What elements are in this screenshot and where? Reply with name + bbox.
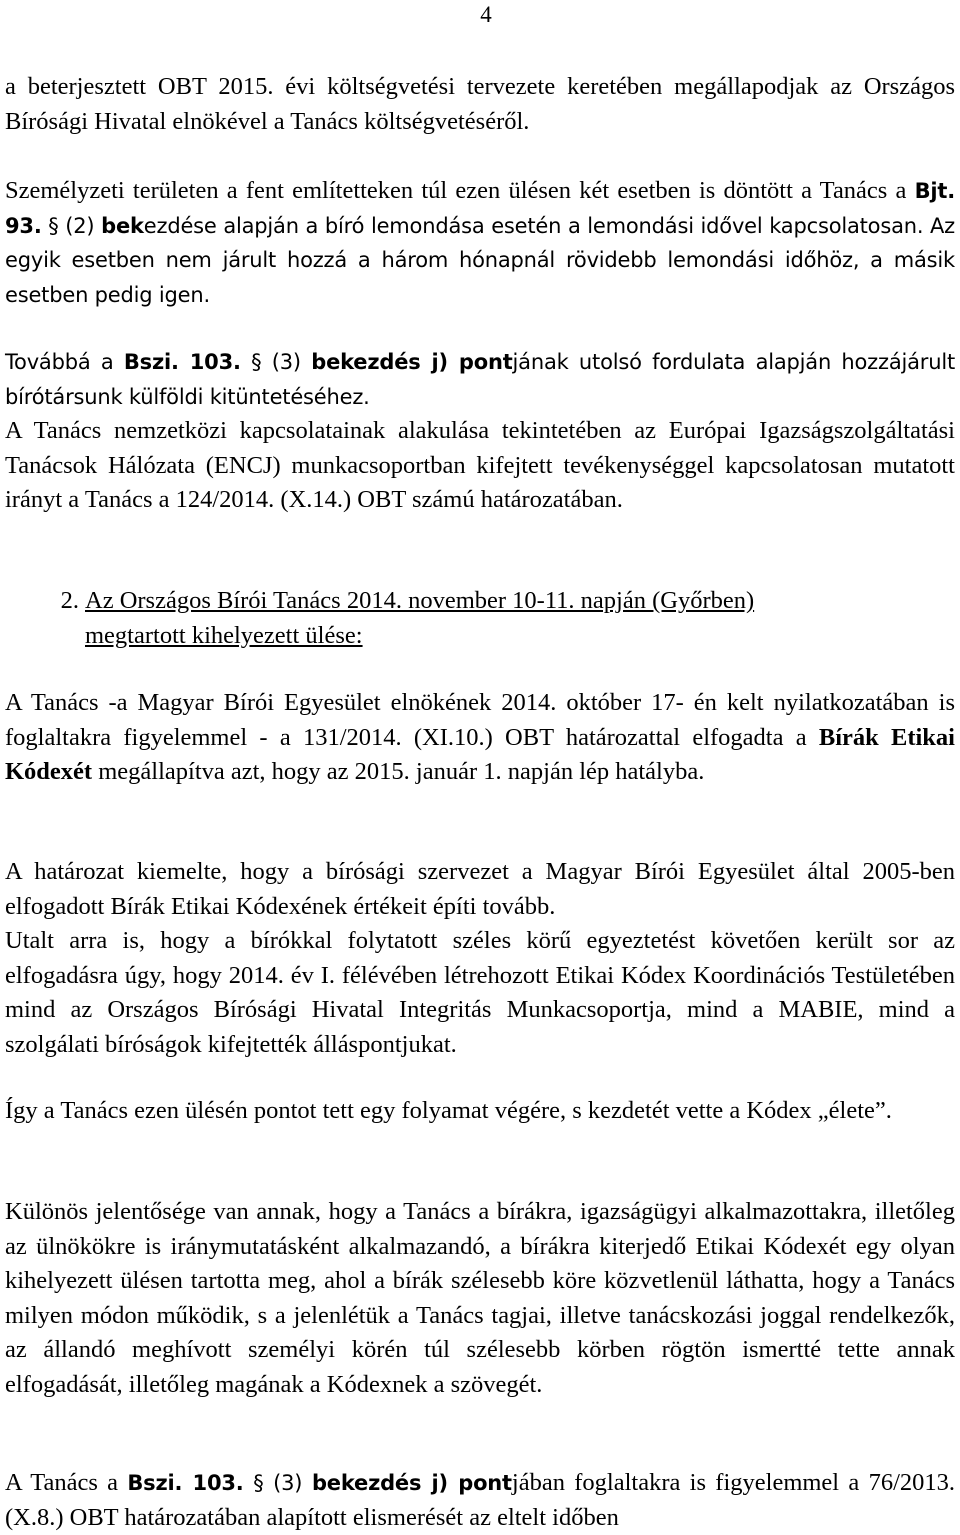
paragraph-text: A Tanács nemzetközi kapcsolatainak alakulása tekintetében az Európai Igazságszolgáltatási Tanácsok Hálózata (ENCJ) munkacsoportban kifejtett tevékenységgel kapcsolatosan mutatott irányt a Tanács a 124/2014. (X.14.) OBT számú határozatában. [5,417,955,513]
text-run: A Tanács -a Magyar Bírói Egyesület elnökének 2014. október 17- én kelt nyilatkozatában is foglaltakra figyelemmel - a 131/2014. (XI.10.) OBT határozattal elfogadta a [5,689,955,751]
heading-number: 2. [60,587,79,614]
text-run-bold: Bírák Etikai Kódexét [5,723,955,785]
paragraph-resolution [5,855,955,924]
text-run: jában foglaltakra is figyelemmel a 76/2013. (X.8.) OBT határozatában alapított elismerését az eltelt időben [5,1469,956,1531]
page-number: 4 [480,2,492,27]
text-run: ezdése alapján a bíró lemondása esetén a lemondási idővel kapcsolatosan. Az egyik esetben nem járult hozzá a három hónapnál rövidebb lemondási időhöz, a másik esetben pedig igen. [5,213,955,307]
paragraph-ethics-code [5,686,955,790]
text-run: megállapítva azt, hogy az 2015. január 1. napján lép hatályba. [92,758,705,785]
paragraph-text: Így a Tanács ezen ülésén pontot tett egy folyamat végére, s kezdetét vette a Kódex „élete”. [5,1097,892,1124]
paragraph-international [5,414,955,518]
paragraph-text: Utalt arra is, hogy a bírókkal folytatott széles körű egyeztetést követően került sor az elfogadásra úgy, hogy 2014. év I. félévében létrehozott Etikai Kódex Koordinációs Testületében mind az Országos Bírósági Hivatal Integritás Munkacsoportja, mind a MABIE, mind a szolgálati bíróságok kifejtették álláspontjukat. [5,927,955,1058]
text-run-bold: bekezdés j) pont [311,1471,512,1495]
section-heading [5,584,955,653]
paragraph-consultation [5,924,955,1062]
text-run: jának utolsó fordulata alapján hozzájárult bírótársunk külföldi kitüntetéséhez. [5,350,956,409]
paragraph-recognition [5,1466,955,1535]
paragraph-budget [5,70,955,139]
law-reference: Bszi. 103. [123,350,241,374]
text-run: Továbbá a [5,350,124,374]
paragraph-text: Különös jelentősége van annak, hogy a Tanács a bírákra, igazságügyi alkalmazottakra, illetőleg az ülnökökre is iránymutatásként alkalmazandó, a bírákra kiterjedő Etikai Kódexét egy olyan kihelyezett ülésen tartotta meg, ahol a bírák szélesebb köre közvetlenül láthatta, hogy a Tanács milyen módon működik, s a jelenlétük a Tanács tagjai, illetve tanácskozási joggal rendelkezők, az állandó meghívott személyi körén túl szélesebb körben rögtön ismertté tette annak elfogadását, illetőleg magának a Kódexnek a szövegét. [5,1198,955,1398]
paragraph-significance [5,1195,955,1402]
section-sign: § (3) [243,1471,312,1495]
paragraph-award [5,345,955,414]
section-sign: § (2) [41,213,102,238]
paragraph-personnel [5,174,955,312]
paragraph-process-end [5,1094,955,1129]
law-reference: Bszi. 103. [127,1471,244,1495]
law-reference: Bjt. 93. [5,179,955,238]
text-run-bold: bek [101,213,144,238]
text-run: Személyzeti területen a fent említetteken túl ezen ülésen két esetben is döntött a Tanács a [5,177,915,204]
section-sign: § (3) [240,350,312,374]
text-run: A Tanács a [5,1469,128,1496]
paragraph-text: a beterjesztett OBT 2015. évi költségvetési tervezete keretében megállapodjak az Országos Bírósági Hivatal elnökével a Tanács költségvetéséről. [5,73,955,135]
heading-subtitle: megtartott kihelyezett ülése: [85,621,363,649]
heading-title: Az Országos Bírói Tanács 2014. november 10-11. napján (Győrben) [85,587,755,614]
paragraph-text: A határozat kiemelte, hogy a bírósági szervezet a Magyar Bírói Egyesület által 2005-ben elfogadott Bírák Etikai Kódexének értékeit építi tovább. [5,858,955,920]
text-run-bold: bekezdés j) pont [311,350,513,374]
